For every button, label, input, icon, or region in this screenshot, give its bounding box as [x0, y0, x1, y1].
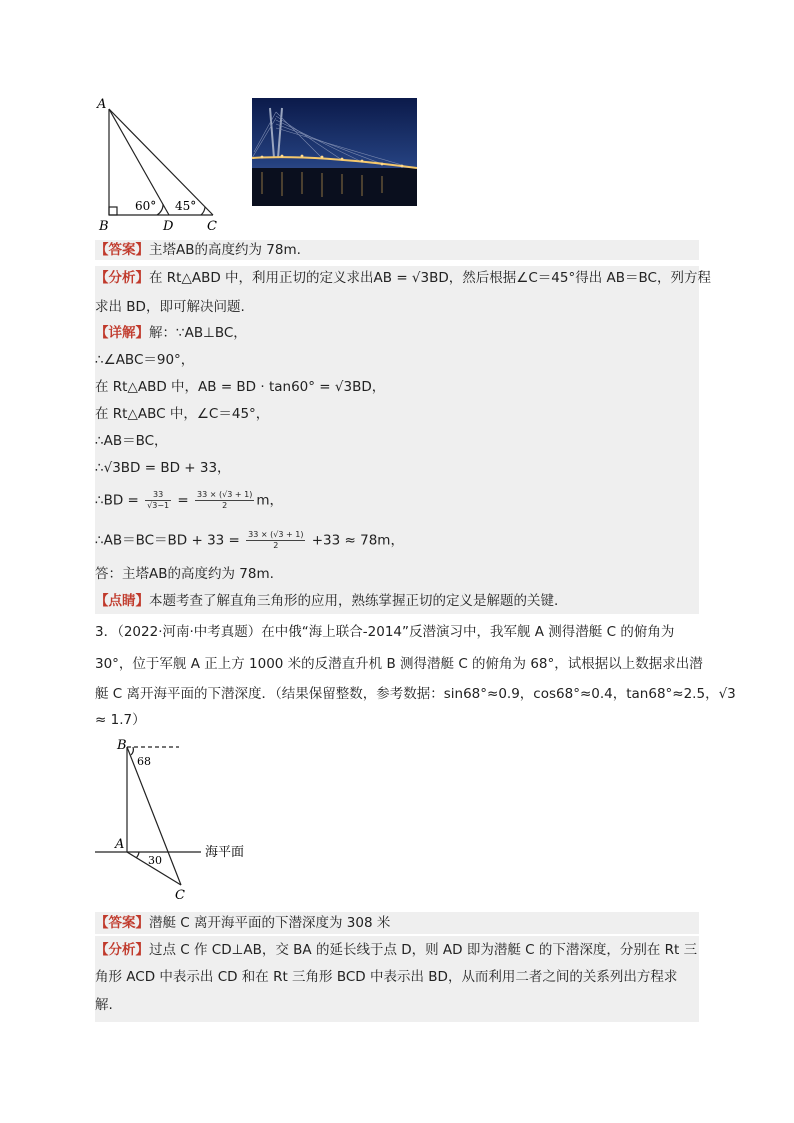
detail-8-prefix: ∴AB＝BC＝BD + 33 =: [95, 532, 245, 549]
q3-analysis-text-3: 解.: [95, 997, 113, 1013]
angle-30-label: 30: [148, 854, 162, 867]
q3-analysis-line3: [95, 995, 705, 1015]
q3-line2: [95, 654, 705, 674]
angle-60-label: 60°: [135, 199, 157, 213]
detail-text-2: ∴∠ABC＝90°，: [95, 352, 195, 368]
fraction-33-over: [145, 490, 171, 511]
label-a: A: [97, 97, 107, 112]
detail-text-5: ∴AB＝BC，: [95, 433, 168, 449]
q2-answer-line: [95, 240, 705, 260]
q3-line3: [95, 684, 736, 704]
q3-answer-text: 潜艇 C 离开海平面的下潜深度为 308 米: [149, 915, 391, 931]
detail-tag: 【详解】: [95, 325, 149, 341]
q3-analysis-line2: [95, 967, 705, 987]
fraction-rationalized: [195, 490, 254, 511]
fraction-num: 33 × (√3 + 1): [197, 490, 253, 499]
fraction-den: 2: [273, 541, 279, 550]
answer-text: 主塔AB的高度约为 78m.: [149, 242, 301, 258]
detail-7-prefix: ∴BD =: [95, 492, 144, 509]
q2-detail-line6: [95, 458, 705, 478]
q3-text-3: 艇 C 离开海平面的下潜深度．（结果保留整数，参考数据：sin68°≈0.9，cos68°≈0.4，tan68°≈2.5，√3: [95, 686, 736, 702]
q3-analysis-text-2: 角形 ACD 中表示出 CD 和在 Rt 三角形 BCD 中表示出 BD，从而利用二者之间的关系列出方程求: [95, 969, 678, 985]
label-b: B: [99, 219, 109, 234]
label-b: B: [117, 738, 127, 753]
fraction-den: √3−1: [147, 501, 170, 510]
comment-text: 本题考查了解直角三角形的应用，熟练掌握正切的定义是解题的关键.: [149, 593, 559, 609]
angle-45-label: 45°: [175, 199, 197, 213]
detail-8-suffix: +33 ≈ 78m，: [307, 532, 404, 549]
q2-analysis-line2: [95, 297, 705, 317]
q2-detail-line7: [95, 490, 705, 511]
analysis-text-2: 求出 BD，即可解决问题.: [95, 299, 245, 315]
q2-analysis-line1: [95, 268, 711, 288]
analysis-text-1: 在 Rt△ABD 中，利用正切的定义求出AB = √3BD，然后根据∠C＝45°得出 AB＝BC，列方程: [149, 270, 711, 286]
detail-text-6: ∴√3BD = BD + 33，: [95, 460, 231, 476]
q3-analysis-text-1: 过点 C 作 CD⊥AB，交 BA 的延长线于点 D，则 AD 即为潜艇 C 的下潜深度，分别在 Rt 三: [149, 942, 698, 958]
fraction-result: [246, 530, 305, 551]
answer-tag: 【答案】: [95, 242, 149, 258]
q3-line1: [95, 622, 705, 642]
analysis-tag: 【分析】: [95, 270, 149, 286]
label-a: A: [115, 837, 125, 852]
fraction-num: 33 × (√3 + 1): [248, 530, 304, 539]
detail-text-1: 解：∵AB⊥BC，: [149, 325, 247, 341]
q2-detail-line3: [95, 377, 705, 397]
q3-answer-line: [95, 913, 705, 933]
q2-detail-line8: [95, 530, 705, 551]
q3-text-2: 30°，位于军舰 A 正上方 1000 米的反潜直升机 B 测得潜艇 C 的俯角为 68°，试根据以上数据求出潜: [95, 656, 703, 672]
q3-text-1: 3．（2022·河南·中考真题）在中俄“海上联合-2014”反潜演习中，我军舰 A 测得潜艇 C 的俯角为: [95, 624, 675, 640]
angle-68-label: 68: [137, 755, 151, 768]
label-d: D: [163, 219, 174, 234]
comment-tag: 【点睛】: [95, 593, 149, 609]
bridge-night-photo: [252, 98, 417, 206]
detail-7-eq: =: [173, 492, 194, 509]
q3-analysis-tag: 【分析】: [95, 942, 149, 958]
reply-text: 答：主塔AB的高度约为 78m.: [95, 566, 274, 582]
q3-answer-tag: 【答案】: [95, 915, 149, 931]
q2-detail-line1: [95, 323, 705, 343]
fraction-den: 2: [222, 501, 228, 510]
detail-text-3: 在 Rt△ABD 中，AB = BD · tan60° = √3BD，: [95, 379, 386, 395]
fraction-num: 33: [145, 490, 171, 501]
q2-comment-line: [95, 591, 705, 611]
q3-text-4: ≈ 1.7）: [95, 712, 146, 728]
triangle-figure-abdc: [95, 95, 230, 235]
q2-detail-line5: [95, 431, 705, 451]
submarine-figure: [95, 735, 265, 905]
q3-analysis-line1: [95, 940, 705, 960]
q3-line4: [95, 710, 705, 730]
q2-detail-line2: [95, 350, 705, 370]
label-c: C: [207, 219, 217, 234]
detail-text-4: 在 Rt△ABC 中，∠C＝45°，: [95, 406, 270, 422]
q2-reply-line: [95, 564, 705, 584]
q2-detail-line4: [95, 404, 705, 424]
detail-7-suffix: m，: [256, 492, 283, 509]
sea-level-label: 海平面: [205, 845, 245, 860]
label-c: C: [175, 888, 185, 903]
